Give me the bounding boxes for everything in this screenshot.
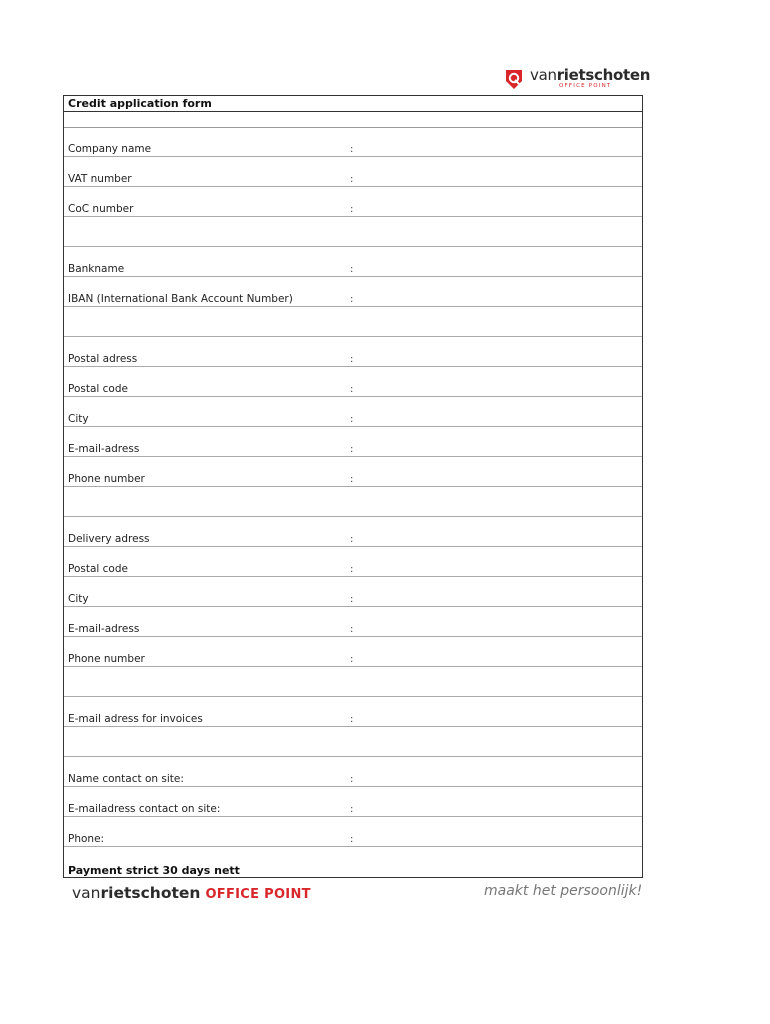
field-label: Company name — [68, 143, 152, 155]
form-field-row[interactable] — [64, 637, 642, 667]
field-colon: : — [350, 264, 354, 275]
field-label: Delivery adress — [68, 533, 150, 545]
spacer-row — [64, 487, 642, 517]
field-colon: : — [350, 204, 354, 215]
form-field-row[interactable] — [64, 547, 642, 577]
form-field-row[interactable] — [64, 427, 642, 457]
field-colon: : — [350, 804, 354, 815]
form-field-row[interactable] — [64, 697, 642, 727]
field-colon: : — [350, 294, 354, 305]
field-label: E-mail adress for invoices — [68, 713, 203, 725]
spacer-row — [64, 307, 642, 337]
field-label: Phone number — [68, 653, 145, 665]
field-colon: : — [350, 624, 354, 635]
field-colon: : — [350, 834, 354, 845]
spacer-row — [64, 727, 642, 757]
field-colon: : — [350, 594, 354, 605]
form-field-row[interactable] — [64, 757, 642, 787]
spacer-row — [64, 667, 642, 697]
field-label: Phone: — [68, 833, 105, 845]
form-field-row[interactable] — [64, 247, 642, 277]
field-label: E-mail-adress — [68, 443, 140, 455]
field-label: VAT number — [68, 173, 132, 185]
field-colon: : — [350, 174, 354, 185]
brand-logo — [503, 64, 651, 96]
form-field-row[interactable] — [64, 607, 642, 637]
form-field-row[interactable] — [64, 397, 642, 427]
form-field-row[interactable] — [64, 817, 642, 847]
footer-tagline: maakt het persoonlijk! — [484, 883, 643, 899]
brand-subtitle: OFFICE POINT — [559, 83, 612, 89]
field-label: City — [68, 413, 89, 425]
field-colon: : — [350, 144, 354, 155]
field-label: City — [68, 593, 89, 605]
field-label: Postal code — [68, 383, 128, 395]
field-label: Name contact on site: — [68, 773, 184, 785]
form-field-row[interactable] — [64, 457, 642, 487]
form-field-row[interactable] — [64, 337, 642, 367]
brand-wordmark: vanrietschoten — [530, 66, 651, 84]
form-title-row — [64, 96, 642, 112]
footer-brand: vanrietschoten OFFICE POINT — [72, 884, 311, 902]
field-label: Postal code — [68, 563, 128, 575]
field-colon: : — [350, 534, 354, 545]
brand-mark-icon — [503, 68, 525, 90]
form-field-row[interactable] — [64, 517, 642, 547]
form-field-row[interactable] — [64, 367, 642, 397]
spacer-row — [64, 217, 642, 247]
field-colon: : — [350, 474, 354, 485]
form-field-row[interactable] — [64, 127, 642, 157]
spacer-row — [64, 112, 642, 128]
payment-terms-row — [64, 849, 642, 877]
form-title: Credit application form — [68, 97, 212, 110]
field-label: Postal adress — [68, 353, 138, 365]
field-label: IBAN (International Bank Account Number) — [68, 293, 293, 305]
field-colon: : — [350, 654, 354, 665]
form-field-row[interactable] — [64, 187, 642, 217]
field-colon: : — [350, 414, 354, 425]
field-label: E-mailadress contact on site: — [68, 803, 221, 815]
field-label: E-mail-adress — [68, 623, 140, 635]
form-field-row[interactable] — [64, 577, 642, 607]
field-colon: : — [350, 714, 354, 725]
credit-application-form — [63, 95, 643, 878]
form-field-row[interactable] — [64, 787, 642, 817]
form-field-row[interactable] — [64, 277, 642, 307]
field-colon: : — [350, 444, 354, 455]
field-colon: : — [350, 564, 354, 575]
field-colon: : — [350, 384, 354, 395]
field-label: CoC number — [68, 203, 134, 215]
payment-terms: Payment strict 30 days nett — [68, 864, 240, 877]
field-colon: : — [350, 354, 354, 365]
field-label: Phone number — [68, 473, 145, 485]
field-colon: : — [350, 774, 354, 785]
form-field-row[interactable] — [64, 157, 642, 187]
field-label: Bankname — [68, 263, 125, 275]
